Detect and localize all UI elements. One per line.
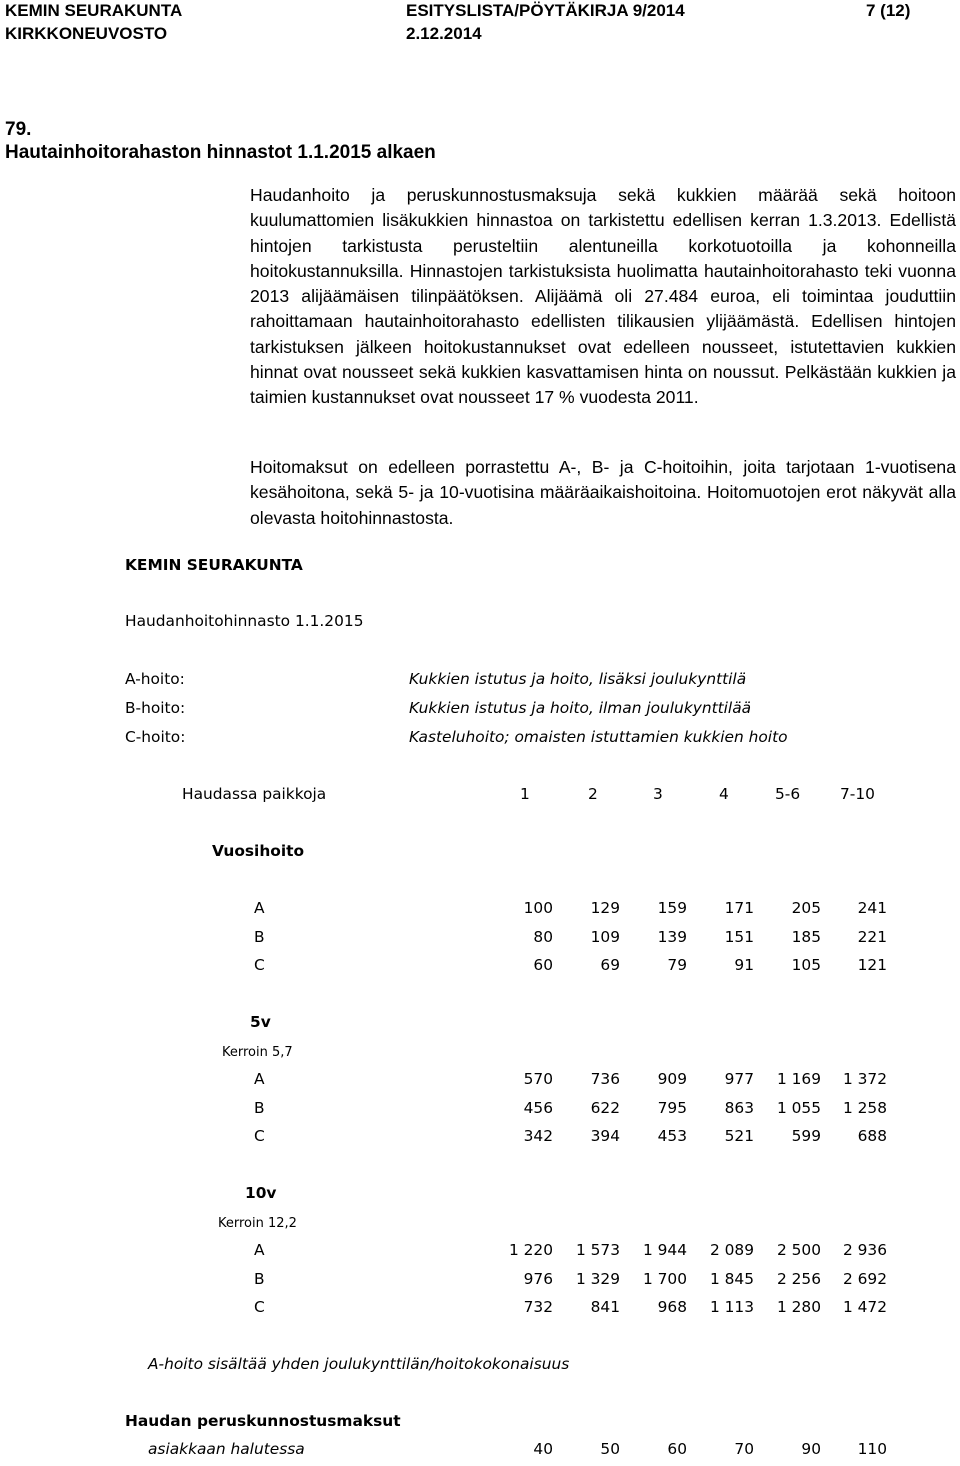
price-cell: 40 xyxy=(533,1440,553,1458)
care-type-label: A-hoito: xyxy=(125,670,185,688)
column-header: 5-6 xyxy=(775,785,801,803)
price-cell: 1 169 xyxy=(776,1070,821,1088)
price-cell: 91 xyxy=(734,956,754,975)
column-header: 1 xyxy=(520,785,530,803)
price-cell: 841 xyxy=(590,1298,620,1317)
price-cell: 69 xyxy=(600,956,620,975)
columns-label: Haudassa paikkoja xyxy=(182,785,327,803)
price-cell: 1 472 xyxy=(842,1298,887,1317)
price-cell: 105 xyxy=(791,956,821,975)
price-cell: 50 xyxy=(600,1440,620,1458)
price-list-title: Haudanhoitohinnasto 1.1.2015 xyxy=(125,612,364,630)
price-cell: 599 xyxy=(791,1127,821,1146)
section-name: 10v xyxy=(245,1184,277,1202)
price-cell: 139 xyxy=(657,927,687,946)
item-title: Hautainhoitorahaston hinnastot 1.1.2015 alkaen xyxy=(5,142,436,163)
price-cell: 732 xyxy=(523,1298,553,1317)
header-page: 7 (12) xyxy=(866,1,911,20)
price-cell: 394 xyxy=(590,1127,620,1146)
table-row xyxy=(0,928,960,954)
table-row xyxy=(0,1241,960,1267)
renovation-label: asiakkaan halutessa xyxy=(148,1440,305,1458)
price-cell: 453 xyxy=(657,1127,687,1146)
price-cell: 736 xyxy=(590,1070,620,1088)
table-row xyxy=(0,1270,960,1296)
column-header: 3 xyxy=(653,785,663,803)
price-cell: 171 xyxy=(724,899,754,917)
price-cell: 110 xyxy=(857,1440,887,1458)
price-cell: 622 xyxy=(590,1098,620,1117)
price-cell: 151 xyxy=(724,927,754,946)
care-type-desc: Kukkien istutus ja hoito, ilman joulukynttilää xyxy=(409,699,752,717)
price-cell: 2 256 xyxy=(776,1269,821,1288)
price-cell: 456 xyxy=(523,1098,553,1117)
price-cell: 1 113 xyxy=(709,1298,754,1317)
section-name: Vuosihoito xyxy=(212,842,305,860)
price-cell: 221 xyxy=(857,927,887,946)
price-cell: 241 xyxy=(857,899,887,917)
price-cell: 2 500 xyxy=(776,1241,821,1259)
price-cell: 2 089 xyxy=(709,1241,754,1259)
row-class: B xyxy=(254,1098,265,1117)
header-doc-type: ESITYSLISTA/PÖYTÄKIRJA 9/2014 xyxy=(406,1,685,20)
table-row xyxy=(0,1440,960,1466)
price-cell: 1 573 xyxy=(575,1241,620,1259)
price-cell: 977 xyxy=(724,1070,754,1088)
table-row xyxy=(0,1127,960,1153)
renovation-title: Haudan peruskunnostusmaksut xyxy=(125,1412,401,1430)
row-class: B xyxy=(254,1269,265,1288)
section-factor: Kerroin 12,2 xyxy=(218,1216,297,1231)
price-cell: 1 055 xyxy=(776,1098,821,1117)
price-cell: 60 xyxy=(667,1440,687,1458)
price-cell: 79 xyxy=(667,956,687,975)
row-class: B xyxy=(254,927,265,946)
column-header: 2 xyxy=(588,785,598,803)
column-header: 7-10 xyxy=(840,785,875,803)
price-cell: 342 xyxy=(523,1127,553,1146)
table-row xyxy=(0,1099,960,1125)
price-cell: 109 xyxy=(590,927,620,946)
price-cell: 90 xyxy=(801,1440,821,1458)
note: A-hoito sisältää yhden joulukynttilän/hoitokokonaisuus xyxy=(148,1355,570,1373)
table-row xyxy=(0,956,960,982)
price-cell: 100 xyxy=(523,899,553,917)
price-cell: 688 xyxy=(857,1127,887,1146)
row-class: A xyxy=(254,1070,265,1088)
price-cell: 1 220 xyxy=(508,1241,553,1259)
care-type-label: C-hoito: xyxy=(125,728,186,746)
row-class: C xyxy=(254,956,265,975)
price-list-org: KEMIN SEURAKUNTA xyxy=(125,556,303,574)
price-cell: 909 xyxy=(657,1070,687,1088)
section-factor: Kerroin 5,7 xyxy=(222,1045,293,1060)
price-cell: 2 692 xyxy=(842,1269,887,1288)
price-cell: 80 xyxy=(533,927,553,946)
header-date: 2.12.2014 xyxy=(406,24,482,43)
price-cell: 185 xyxy=(791,927,821,946)
price-cell: 159 xyxy=(657,899,687,917)
price-cell: 570 xyxy=(523,1070,553,1088)
row-class: C xyxy=(254,1127,265,1146)
columns-header-row xyxy=(0,785,960,811)
price-cell: 129 xyxy=(590,899,620,917)
column-header: 4 xyxy=(719,785,729,803)
price-cell: 60 xyxy=(533,956,553,975)
header-org: KEMIN SEURAKUNTA xyxy=(5,1,183,20)
price-cell: 1 845 xyxy=(709,1269,754,1288)
care-type-desc: Kasteluhoito; omaisten istuttamien kukkien hoito xyxy=(409,728,788,746)
price-cell: 1 372 xyxy=(842,1070,887,1088)
price-cell: 1 944 xyxy=(642,1241,687,1259)
price-cell: 121 xyxy=(857,956,887,975)
price-cell: 976 xyxy=(523,1269,553,1288)
price-cell: 968 xyxy=(657,1298,687,1317)
price-cell: 2 936 xyxy=(842,1241,887,1259)
row-class: A xyxy=(254,899,265,917)
price-cell: 1 329 xyxy=(575,1269,620,1288)
item-number: 79. xyxy=(5,119,32,140)
row-class: C xyxy=(254,1298,265,1317)
care-type-desc: Kukkien istutus ja hoito, lisäksi joulukynttilä xyxy=(409,670,747,688)
table-row xyxy=(0,1070,960,1096)
price-cell: 1 258 xyxy=(842,1098,887,1117)
table-row xyxy=(0,1298,960,1324)
price-cell: 1 280 xyxy=(776,1298,821,1317)
price-cell: 70 xyxy=(734,1440,754,1458)
price-cell: 521 xyxy=(724,1127,754,1146)
price-cell: 1 700 xyxy=(642,1269,687,1288)
table-row xyxy=(0,899,960,925)
section-name: 5v xyxy=(250,1013,271,1031)
price-cell: 863 xyxy=(724,1098,754,1117)
row-class: A xyxy=(254,1241,265,1259)
paragraph-1: Haudanhoito ja peruskunnostusmaksuja sekä kukkien määrää sekä hoitoon kuulumattomien lisäkukkien hinnastoa on tarkistettu edellisen kerran 1.3.2013. Edellistä hintojen tarkistusta perusteltiin alentuneilla korkotuotoilla ja kohonneilla hoitokustannuksilla. Hinnastojen tarkistuksista huolimatta hautainhoitorahasto teki vuonna 2013 alijäämäisen tilinpäätöksen. Alijäämä oli 27.484 euroa, eli toimintaa jouduttiin rahoittamaan hautainhoitorahasto edellisten tilikausien ylijäämästä. Edellisen hintojen tarkistuksen jälkeen hoitokustannukset ovat edelleen nousseet, istutettavien kukkien hinnat ovat nousseet sekä kukkien kasvattamisen hinta on noussut. Pelkästään kukkien ja taimien kustannukset ovat nousseet 17 % vuodesta 2011. xyxy=(250,185,956,408)
care-type-label: B-hoito: xyxy=(125,699,186,717)
header-body: KIRKKONEUVOSTO xyxy=(5,24,168,43)
price-cell: 795 xyxy=(657,1098,687,1117)
price-cell: 205 xyxy=(791,899,821,917)
paragraph-2: Hoitomaksut on edelleen porrastettu A-, B- ja C-hoitoihin, joita tarjotaan 1-vuotisena kesähoitona, sekä 5- ja 10-vuotisina määräaikaishoitoina. Hoitomuotojen erot näkyvät alla olevasta hoitohinnastosta. xyxy=(250,457,956,528)
